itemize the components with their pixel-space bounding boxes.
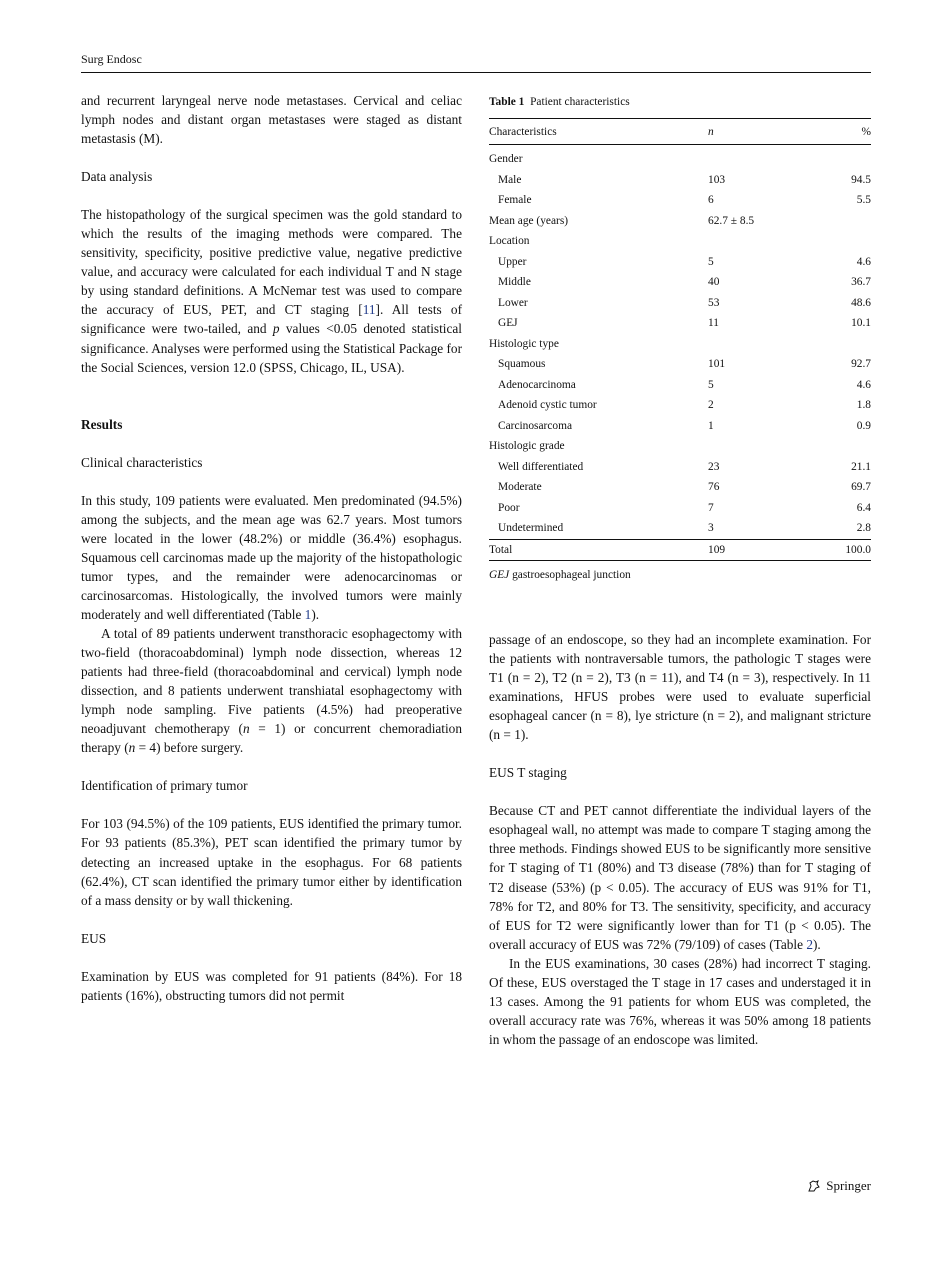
table-cell-label: Carcinosarcoma bbox=[498, 419, 573, 432]
table-cell-percent: 48.6 bbox=[851, 296, 871, 309]
table-cell-label: Moderate bbox=[498, 481, 542, 494]
table-cell-percent bbox=[818, 334, 871, 355]
paragraph-data-analysis: The histopathology of the surgical specimen was the gold standard to which the results of the imaging methods were compared. The sensitivity, specificity, positive predictive value, negative predictive value, and accuracy were calculated for each individual T and N stage by using standard definitions. A McNemar test was used to compare the accuracy of EUS, PET, and CT staging [11]. All tests of significance were two-tailed, and p values <0.05 denoted statistical significance. Analyses were performed using the Statistical Package for the Social Sciences, version 12.0 (SPSS, Chicago, IL, USA). bbox=[81, 207, 463, 375]
citation-11[interactable]: 11 bbox=[362, 302, 376, 318]
heading-data-analysis: Data analysis bbox=[81, 169, 153, 185]
table-cell-percent: 6.4 bbox=[856, 501, 871, 514]
table-cell-n: 1 bbox=[708, 419, 714, 432]
heading-results: Results bbox=[81, 416, 123, 432]
table-cell-n: 11 bbox=[708, 317, 719, 330]
table-cell-n: 76 bbox=[708, 481, 720, 494]
patient-characteristics-table bbox=[489, 118, 871, 561]
table-cell-n: 6 bbox=[708, 194, 714, 207]
table-cell-label: Female bbox=[498, 194, 532, 207]
table-cell-n: 40 bbox=[708, 276, 720, 289]
heading-eus: EUS bbox=[81, 930, 107, 946]
table-cell-percent: 1.8 bbox=[856, 399, 871, 412]
table-cell-n bbox=[708, 436, 818, 457]
table-cell-percent: 5.5 bbox=[856, 194, 871, 207]
table-cell-n: 5 bbox=[708, 255, 714, 268]
table-row bbox=[489, 313, 871, 334]
col-header-characteristics: Characteristics bbox=[489, 119, 708, 145]
table-cell-percent: 21.1 bbox=[851, 460, 871, 473]
table-cell-label: Poor bbox=[498, 501, 520, 514]
table-cell-n: 53 bbox=[708, 296, 720, 309]
table-row bbox=[489, 293, 871, 314]
table-cell-label: Lower bbox=[498, 296, 528, 309]
table-row bbox=[489, 477, 871, 498]
table-cell-label: Histologic grade bbox=[489, 440, 565, 453]
table-cell-label: Male bbox=[498, 173, 522, 186]
table-cell-n: 5 bbox=[708, 378, 714, 391]
table-cell-n: 23 bbox=[708, 460, 720, 473]
table-cell-label: Adenoid cystic tumor bbox=[498, 399, 597, 412]
paragraph-eus: Examination by EUS was completed for 91 patients (84%). For 18 patients (16%), obstructing tumors did not permit bbox=[81, 968, 462, 1003]
table-row bbox=[489, 334, 871, 355]
heading-identification: Identification of primary tumor bbox=[81, 778, 248, 794]
table-cell-percent bbox=[818, 231, 871, 252]
table-cell-percent: 36.7 bbox=[851, 276, 871, 289]
paragraph-identification: For 103 (94.5%) of the 109 patients, EUS identified the primary tumor. For 93 patients (85.3%), PET scan identified the primary tumor by detecting an increased uptake in the esophagus. For 68 patients (62.4%), CT scan identified the primary tumor either by identification of a mass density or by wall thickening. bbox=[81, 816, 462, 908]
paragraph-clinical: In this study, 109 patients were evaluated. Men predominated (94.5%) among the subjects, and the mean age was 62.7 years. Most tumors were located in the lower (48.2%) or middle (36.4%) esophagus. Squamous cell carcinomas made up the majority of the histopathologic tumor types, and the remainder were adenocarcinomas or carcinosarcomas. Histologically, the involved tumors were mainly moderately and well differentiated (Table 1). bbox=[81, 492, 462, 622]
publisher-logo: Springer bbox=[807, 1178, 871, 1194]
table-cell-percent bbox=[818, 436, 871, 457]
table-cell-percent: 10.1 bbox=[851, 317, 871, 330]
table-cell-n bbox=[708, 334, 818, 355]
table-cell-n: 101 bbox=[708, 358, 726, 371]
col-header-percent: % bbox=[818, 119, 871, 145]
table-row bbox=[489, 498, 871, 519]
table-row bbox=[489, 211, 871, 232]
table-row bbox=[489, 145, 871, 170]
table-row-total bbox=[489, 539, 871, 561]
table-row bbox=[489, 457, 871, 478]
table-cell-percent: 0.9 bbox=[856, 419, 871, 432]
table-1 bbox=[489, 94, 871, 581]
table-cell-n: 3 bbox=[708, 522, 714, 535]
left-column bbox=[81, 91, 462, 1005]
table-cell-percent bbox=[818, 145, 871, 170]
heading-eus-t-staging: EUS T staging bbox=[489, 765, 567, 781]
table-cell-label: Gender bbox=[489, 153, 523, 166]
table-cell-n: 62.7 ± 8.5 bbox=[708, 214, 755, 227]
table-cell-label: Undetermined bbox=[498, 522, 564, 535]
table-cell-label: Middle bbox=[498, 276, 531, 289]
table-cell-percent: 2.8 bbox=[856, 522, 871, 535]
table-cell-percent bbox=[818, 211, 871, 232]
table-row bbox=[489, 252, 871, 273]
heading-clinical: Clinical characteristics bbox=[81, 454, 203, 470]
table-row bbox=[489, 190, 871, 211]
table-cell-label: Upper bbox=[498, 255, 527, 268]
paragraph-surgery: A total of 89 patients underwent transthoracic esophagectomy with two-field (thoracoabdominal) lymph node dissection, whereas 12 patients had three-field (thoracoabdominal and cervical) lymph node dissection, and 8 patients underwent transhiatal esophagectomy with lymph node sampling. Five patients (4.5%) had preoperative neoadjuvant chemotherapy (n = 1) or concurrent chemoradiation therapy (n = 4) before surgery. bbox=[81, 626, 462, 756]
table-cell-label: Squamous bbox=[498, 358, 546, 371]
table-cell-n bbox=[708, 145, 818, 170]
journal-name: Surg Endosc bbox=[81, 52, 142, 66]
table-caption: Table 1 Patient characteristics bbox=[489, 96, 630, 108]
table-cell-percent: 100.0 bbox=[818, 539, 871, 561]
table-cell-label: Mean age (years) bbox=[489, 214, 569, 227]
table-cell-label: Total bbox=[489, 539, 708, 561]
table-row bbox=[489, 170, 871, 191]
table-row bbox=[489, 272, 871, 293]
table-row bbox=[489, 354, 871, 375]
table-cell-percent: 4.6 bbox=[856, 378, 871, 391]
table-cell-label: Well differentiated bbox=[498, 460, 584, 473]
table-cell-n bbox=[708, 231, 818, 252]
table-row bbox=[489, 518, 871, 539]
paragraph-t-staging: Because CT and PET cannot differentiate the individual layers of the esophageal wall, no attempt was made to compare T staging among the three methods. Findings showed EUS to be significantly more sensitive for T staging of T1 (80%) and T3 disease (78%) than for T staging of T2 disease (53%) (p < 0.05). The accuracy of EUS was 91% for T1, 78% for T2, and 80% for T3. The sensitivity, specificity, and accuracy of EUS for T2 were significantly lower than for T1 (p < 0.05). The overall accuracy of EUS was 72% (79/109) of cases (Table 2). bbox=[489, 803, 871, 952]
table-cell-n: 103 bbox=[708, 173, 726, 186]
table-footnote: GEJ gastroesophageal junction bbox=[489, 569, 631, 581]
table-cell-n: 7 bbox=[708, 501, 714, 514]
right-column bbox=[489, 630, 871, 1049]
springer-horse-icon bbox=[807, 1179, 821, 1193]
table-2-link[interactable]: 2 bbox=[806, 936, 813, 952]
table-cell-percent: 69.7 bbox=[851, 481, 871, 494]
table-cell-n: 109 bbox=[708, 539, 818, 561]
header-rule bbox=[81, 72, 871, 73]
table-row bbox=[489, 436, 871, 457]
table-row bbox=[489, 231, 871, 252]
paragraph-passage: passage of an endoscope, so they had an incomplete examination. For the patients with nontraversable tumors, the pathologic T stages were T1 (n = 2), T2 (n = 2), T3 (n = 11), and T4 (n = 3), respectively. In 11 examinations, HFUS probes were used to evaluate superficial esophageal cancer (n = 8), lye stricture (n = 2), and malignant stricture (n = 1). bbox=[489, 632, 871, 743]
paragraph-intro: and recurrent laryngeal nerve node metastases. Cervical and celiac lymph nodes and distant organ metastases were staged as distant metastasis (M). bbox=[81, 93, 462, 147]
table-cell-percent: 92.7 bbox=[851, 358, 871, 371]
paragraph-incorrect-staging: In the EUS examinations, 30 cases (28%) had incorrect T staging. Of these, EUS overstaged the T stage in 17 cases and understaged it in 13 cases. Among the 91 patients for whom EUS was completed, the overall accuracy rate was 76%, whereas it was 50% among 18 patients in whom the passage of an endoscope was limited. bbox=[489, 955, 871, 1047]
table-cell-percent: 4.6 bbox=[856, 255, 871, 268]
table-cell-label: GEJ bbox=[498, 317, 518, 330]
table-cell-percent: 94.5 bbox=[851, 173, 871, 186]
table-row bbox=[489, 416, 871, 437]
table-cell-label: Histologic type bbox=[489, 337, 559, 350]
table-row bbox=[489, 395, 871, 416]
table-cell-label: Adenocarcinoma bbox=[498, 378, 576, 391]
table-cell-n: 2 bbox=[708, 399, 714, 412]
table-cell-label: Location bbox=[489, 235, 530, 248]
table-row bbox=[489, 375, 871, 396]
col-header-n: n bbox=[708, 119, 818, 145]
table-1-link[interactable]: 1 bbox=[304, 606, 312, 622]
